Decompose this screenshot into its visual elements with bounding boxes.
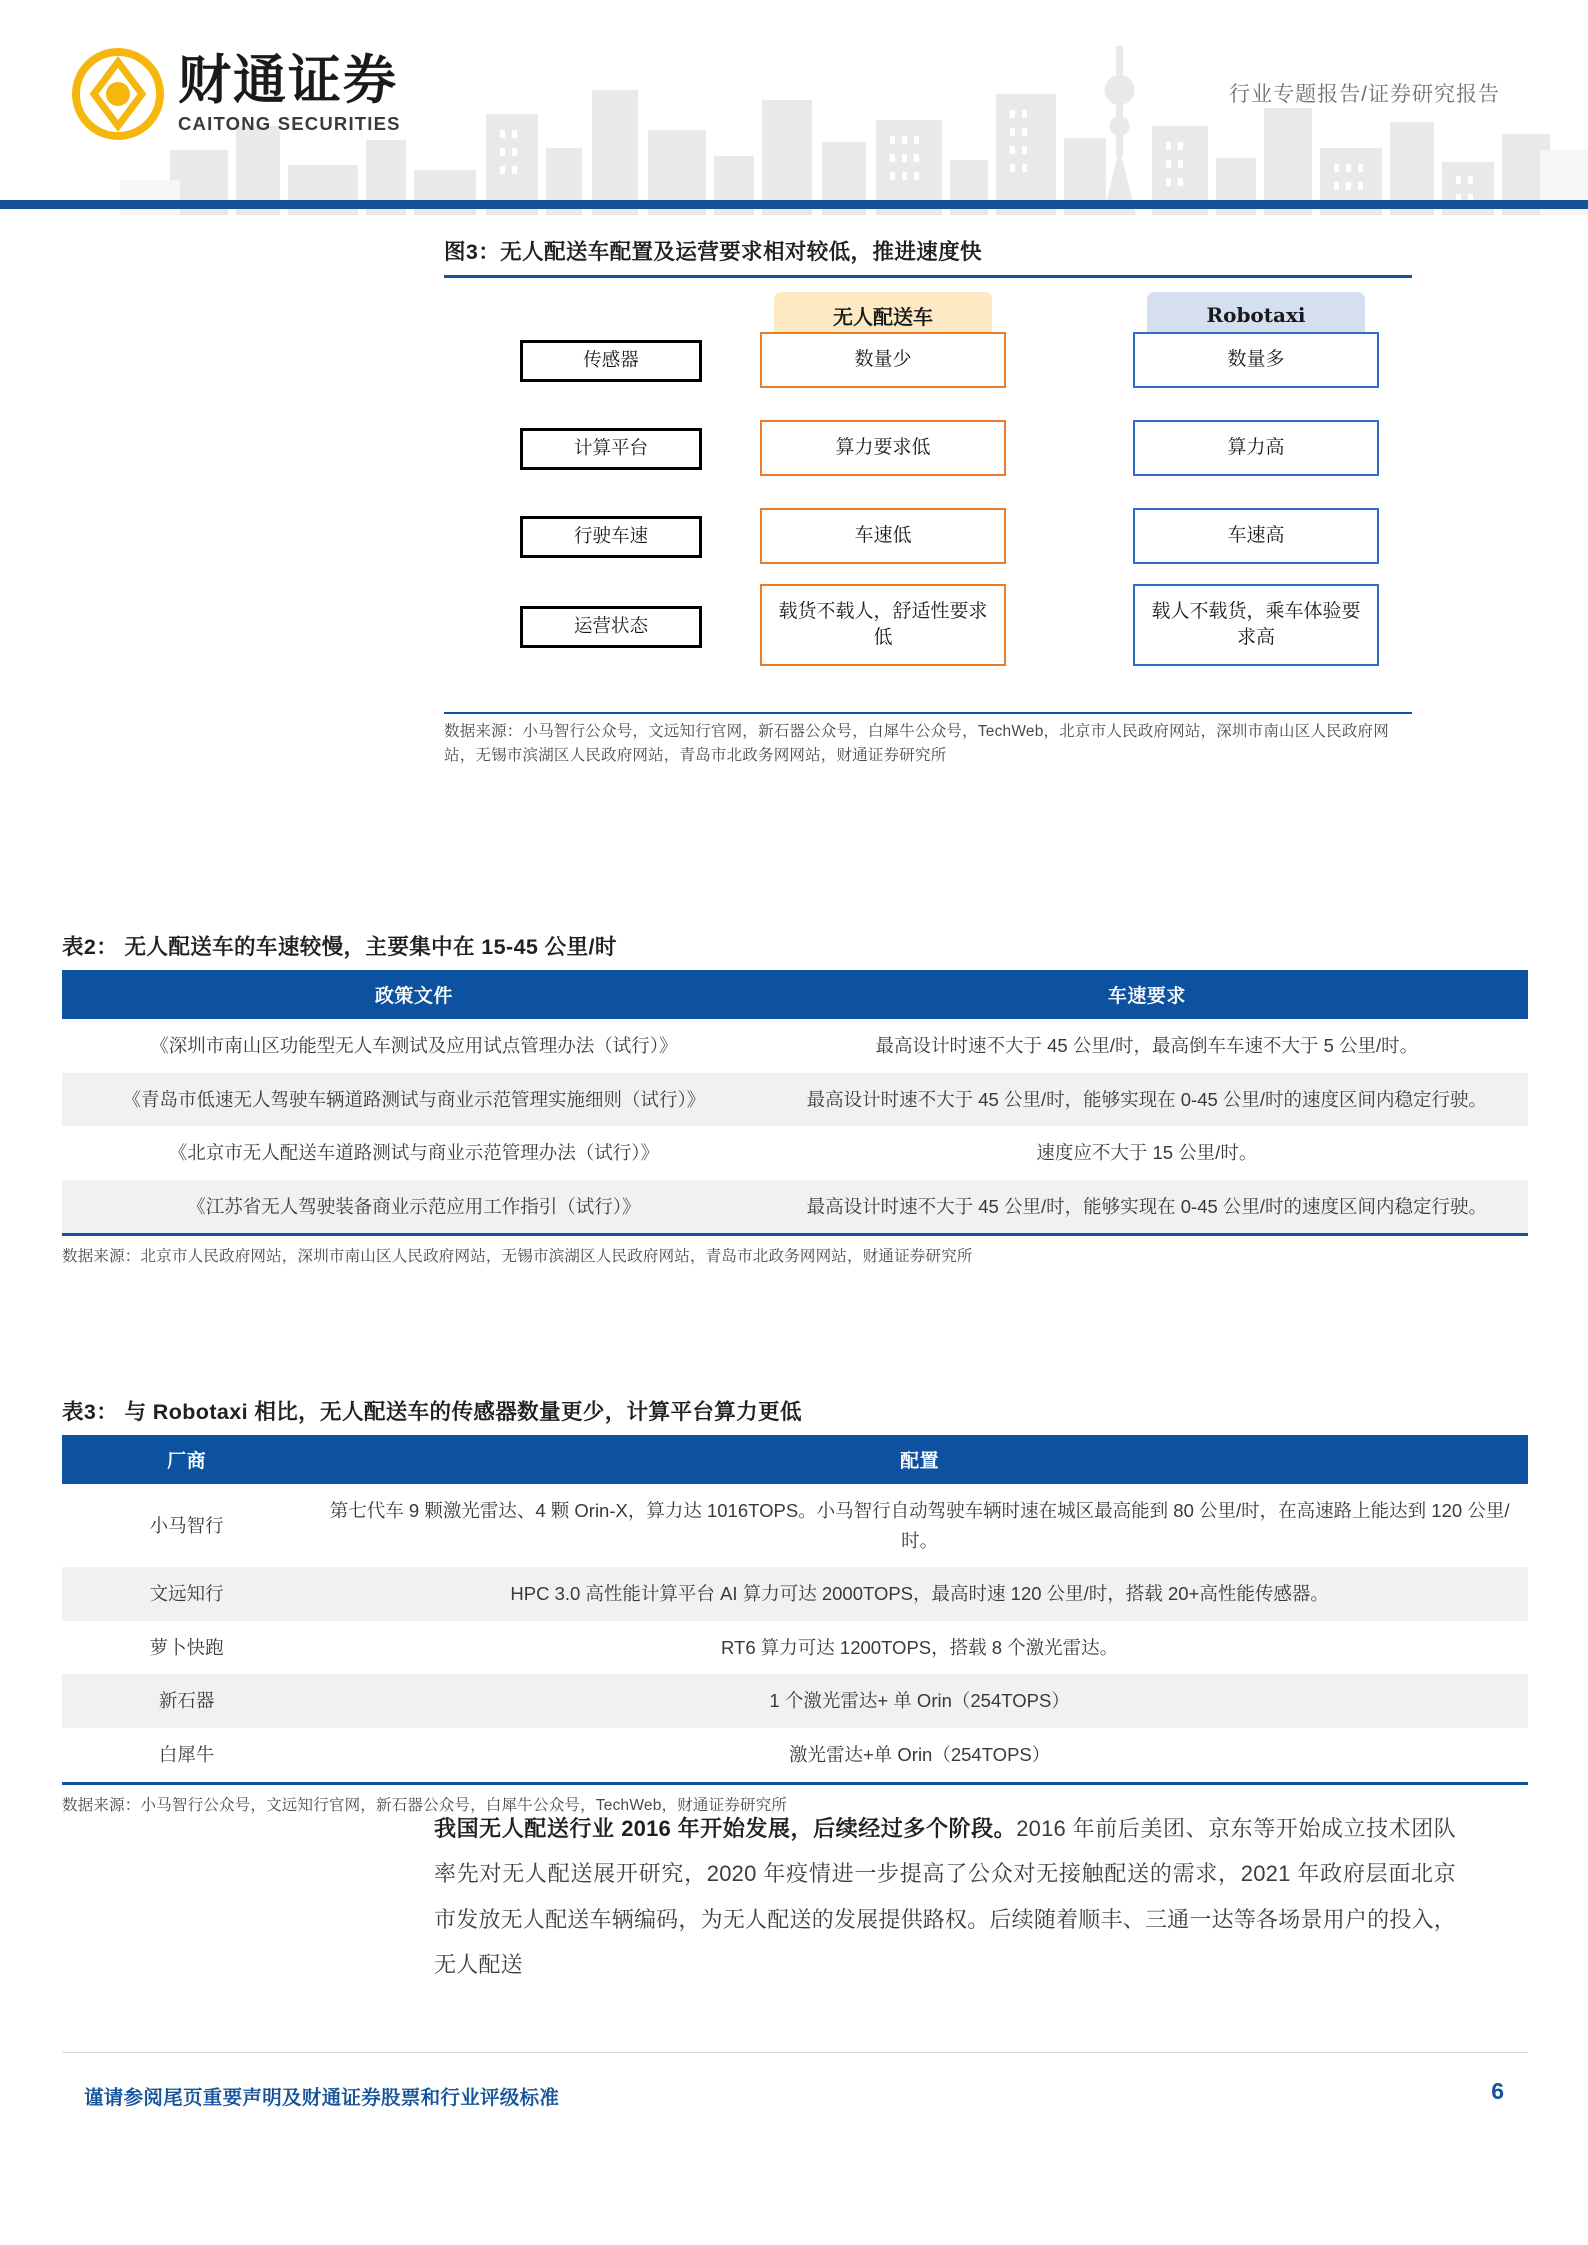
table-3-header-row xyxy=(62,1435,1528,1484)
table-3-cell-vendor: 小马智行 xyxy=(62,1484,311,1567)
table-2-title: 表2： 无人配送车的车速较慢，主要集中在 15-45 公里/时 xyxy=(62,935,617,959)
table-2-cell-policy: 《江苏省无人驾驶装备商业示范应用工作指引（试行）》 xyxy=(62,1180,766,1234)
paragraph-lead: 我国无人配送行业 2016 年开始发展，后续经过多个阶段。 xyxy=(434,1816,1017,1841)
robotaxi-value-driving-speed: 车速高 xyxy=(1133,508,1379,564)
table-2-col-speed: 车速要求 xyxy=(766,970,1528,1019)
table-3-cell-config: 激光雷达+单 Orin（254TOPS） xyxy=(311,1728,1528,1782)
table-2-cell-policy: 《深圳市南山区功能型无人车测试及应用试点管理办法（试行）》 xyxy=(62,1019,766,1073)
table-2 xyxy=(62,970,1528,1233)
table-2-header-row xyxy=(62,970,1528,1019)
table-2-col-policy: 政策文件 xyxy=(62,970,766,1019)
column-header-udv: 无人配送车 xyxy=(774,292,992,338)
footer-divider xyxy=(62,2052,1528,2053)
header-divider xyxy=(0,200,1588,209)
row-label-driving-speed: 行驶车速 xyxy=(520,516,702,558)
report-type-label: 行业专题报告/证券研究报告 xyxy=(1229,83,1500,106)
table-2-block xyxy=(62,930,1528,1269)
table-3-cell-config: HPC 3.0 高性能计算平台 AI 算力可达 2000TOPS，最高时速 120 公里/时，搭载 20+高性能传感器。 xyxy=(311,1567,1528,1621)
table-row xyxy=(62,1567,1528,1621)
udv-value-operating-status: 载货不载人，舒适性要求低 xyxy=(760,584,1006,666)
udv-value-sensor: 数量少 xyxy=(760,332,1006,388)
footer-disclaimer: 谨请参阅尾页重要声明及财通证券股票和行业评级标准 xyxy=(84,2087,560,2109)
table-3-title: 表3： 与 Robotaxi 相比，无人配送车的传感器数量更少，计算平台算力更低 xyxy=(62,1400,802,1424)
table-3-cell-vendor: 白犀牛 xyxy=(62,1728,311,1782)
table-2-cell-policy: 《青岛市低速无人驾驶车辆道路测试与商业示范管理实施细则（试行）》 xyxy=(62,1073,766,1127)
column-header-robotaxi: Robotaxi xyxy=(1147,292,1365,338)
table-row xyxy=(62,1180,1528,1234)
table-3-source: 数据来源：小马智行公众号，文远知行官网，新石器公众号，白犀牛公众号，TechWeb，财通证券研究所 xyxy=(62,1796,788,1814)
table-2-cell-speed: 速度应不大于 15 公里/时。 xyxy=(766,1126,1528,1180)
udv-value-driving-speed: 车速低 xyxy=(760,508,1006,564)
table-3-cell-config: 1 个激光雷达+ 单 Orin（254TOPS） xyxy=(311,1674,1528,1728)
table-2-cell-speed: 最高设计时速不大于 45 公里/时，最高倒车车速不大于 5 公里/时。 xyxy=(766,1019,1528,1073)
table-3-col-vendor: 厂商 xyxy=(62,1435,311,1484)
table-2-source: 数据来源：北京市人民政府网站，深圳市南山区人民政府网站，无锡市滨湖区人民政府网站，青岛市北政务网网站，财通证券研究所 xyxy=(62,1248,973,1266)
udv-value-compute-platform: 算力要求低 xyxy=(760,420,1006,476)
table-3-cell-config: RT6 算力可达 1200TOPS，搭载 8 个激光雷达。 xyxy=(311,1621,1528,1675)
table-2-cell-speed: 最高设计时速不大于 45 公里/时，能够实现在 0-45 公里/时的速度区间内稳定行驶。 xyxy=(766,1180,1528,1234)
table-2-cell-policy: 《北京市无人配送车道路测试与商业示范管理办法（试行）》 xyxy=(62,1126,766,1180)
table-row xyxy=(62,1621,1528,1675)
figure-3-source-rule xyxy=(444,712,1412,714)
row-label-operating-status: 运营状态 xyxy=(520,606,702,648)
table-3 xyxy=(62,1435,1528,1782)
logo-chinese-name: 财通证券 xyxy=(178,49,398,111)
row-label-sensor: 传感器 xyxy=(520,340,702,382)
paragraph-body: 2016 年前后美团、京东等开始成立技术团队率先对无人配送展开研究，2020 年疫情进一步提高了公众对无接触配送的需求，2021 年政府层面北京市发放无人配送车辆编码，为无人配送的发展提供路权。后续随着顺丰、三通一达等各场景用户的投入，无人配送 xyxy=(434,1816,1456,1977)
table-row xyxy=(62,1126,1528,1180)
table-row xyxy=(62,1674,1528,1728)
company-logo xyxy=(72,48,401,140)
caitong-logo-icon xyxy=(72,48,164,140)
table-row xyxy=(62,1728,1528,1782)
figure-3-diagram xyxy=(444,292,1412,712)
table-2-bottom-rule xyxy=(62,1233,1528,1236)
logo-english-name: CAITONG SECURITIES xyxy=(178,113,401,135)
table-2-cell-speed: 最高设计时速不大于 45 公里/时，能够实现在 0-45 公里/时的速度区间内稳定行驶。 xyxy=(766,1073,1528,1127)
table-3-cell-vendor: 新石器 xyxy=(62,1674,311,1728)
table-3-col-config: 配置 xyxy=(311,1435,1528,1484)
table-row xyxy=(62,1073,1528,1127)
robotaxi-value-sensor: 数量多 xyxy=(1133,332,1379,388)
robotaxi-value-compute-platform: 算力高 xyxy=(1133,420,1379,476)
table-row xyxy=(62,1019,1528,1073)
row-label-compute-platform: 计算平台 xyxy=(520,428,702,470)
page-header xyxy=(0,0,1588,215)
table-3-cell-vendor: 文远知行 xyxy=(62,1567,311,1621)
page-number: 6 xyxy=(1491,2078,1504,2104)
robotaxi-value-operating-status: 载人不载货，乘车体验要求高 xyxy=(1133,584,1379,666)
body-paragraph xyxy=(434,1806,1456,1987)
table-3-block xyxy=(62,1395,1528,1818)
figure-3-block xyxy=(444,235,1412,768)
figure-3-source: 数据来源：小马智行公众号，文远知行官网，新石器公众号，白犀牛公众号，TechWeb，北京市人民政府网站，深圳市南山区人民政府网站，无锡市滨湖区人民政府网站，青岛市北政务网网站，财通证券研究所 xyxy=(444,723,1389,765)
figure-3-title: 图3：无人配送车配置及运营要求相对较低，推进速度快 xyxy=(444,240,982,264)
table-3-cell-config: 第七代车 9 颗激光雷达、4 颗 Orin-X，算力达 1016TOPS。小马智行自动驾驶车辆时速在城区最高能到 80 公里/时，在高速路上能达到 120 公里/时。 xyxy=(311,1484,1528,1567)
figure-3-title-rule xyxy=(444,275,1412,278)
table-3-cell-vendor: 萝卜快跑 xyxy=(62,1621,311,1675)
table-row xyxy=(62,1484,1528,1567)
table-3-bottom-rule xyxy=(62,1782,1528,1785)
